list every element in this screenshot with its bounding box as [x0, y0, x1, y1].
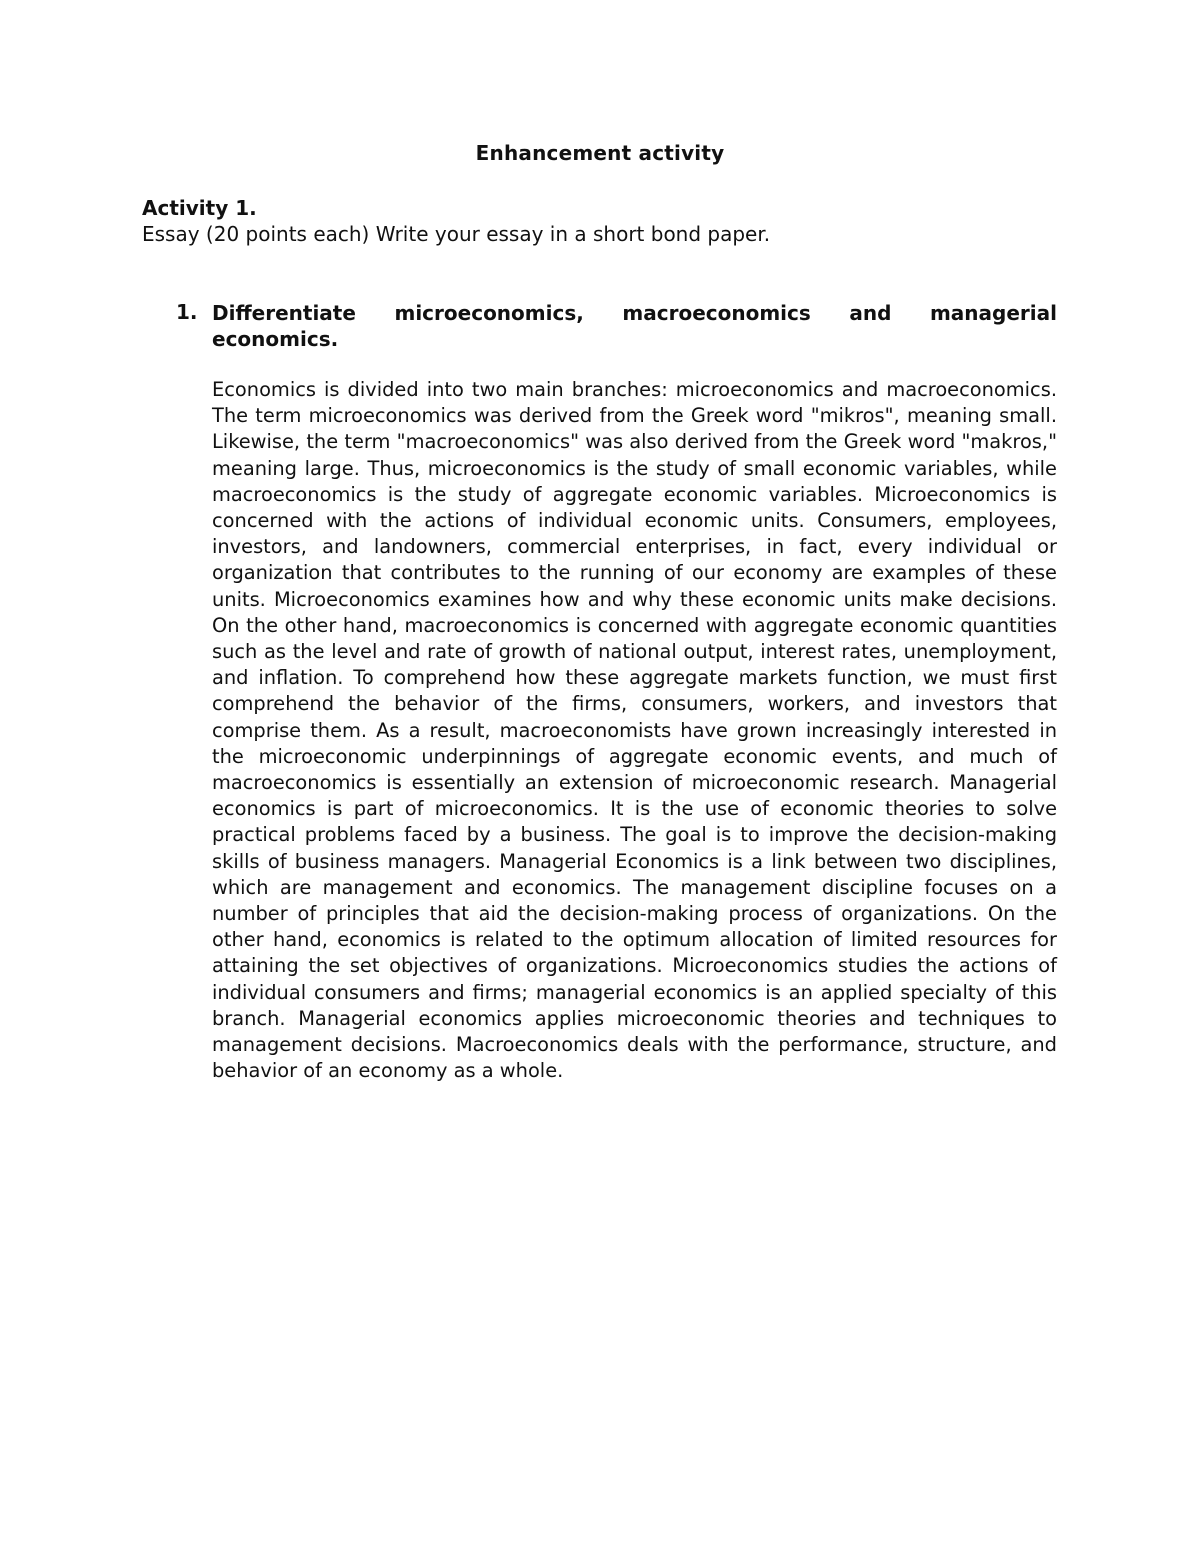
question-prompt: Differentiate microeconomics, macroeconomics and managerial economics. — [212, 301, 1057, 351]
question-number: 1. — [176, 300, 198, 324]
document-title: Enhancement activity — [475, 141, 725, 165]
activity-heading: Activity 1. — [142, 196, 257, 220]
activity-instructions: Essay (20 points each) Write your essay in a short bond paper. — [142, 222, 771, 246]
essay-answer: Economics is divided into two main branches: microeconomics and macroeconomics. The term microeconomics was derived from the Greek word "mikros", meaning small. Likewise, the term "macroeconomics" was also derived from the Greek word "makros," meaning large. Thus, microeconomics is the study of small economic variables, while macroeconomics is the study of aggregate economic variables. Microeconomics is concerned with the actions of individual economic units. Consumers, employees, investors, and landowners, commercial enterprises, in fact, every individual or organization that contributes to the running of our economy are examples of these units. Microeconomics examines how and why these economic units make decisions. On the other hand, macroeconomics is concerned with aggregate economic quantities such as the level and rate of growth of national output, interest rates, unemployment, and inflation. To comprehend how these aggregate markets function, we must first comprehend the behavior of the firms, consumers, workers, and investors that comprise them. As a result, macroeconomists have grown increasingly interested in the microeconomic underpinnings of aggregate economic events, and much of macroeconomics is essentially an extension of microeconomic research. Managerial economics is part of microeconomics. It is the use of economic theories to solve practical problems faced by a business. The goal is to improve the decision-making skills of business managers. Managerial Economics is a link between two disciplines, which are management and economics. The management discipline focuses on a number of principles that aid the decision-making process of organizations. On the other hand, economics is related to the optimum allocation of limited resources for attaining the set objectives of organizations. Microeconomics studies the actions of individual consumers and firms; managerial economics is an applied specialty of this branch. Managerial economics applies microeconomic theories and techniques to management decisions. Macroeconomics deals with the performance, structure, and behavior of an economy as a whole. — [212, 378, 1057, 1083]
